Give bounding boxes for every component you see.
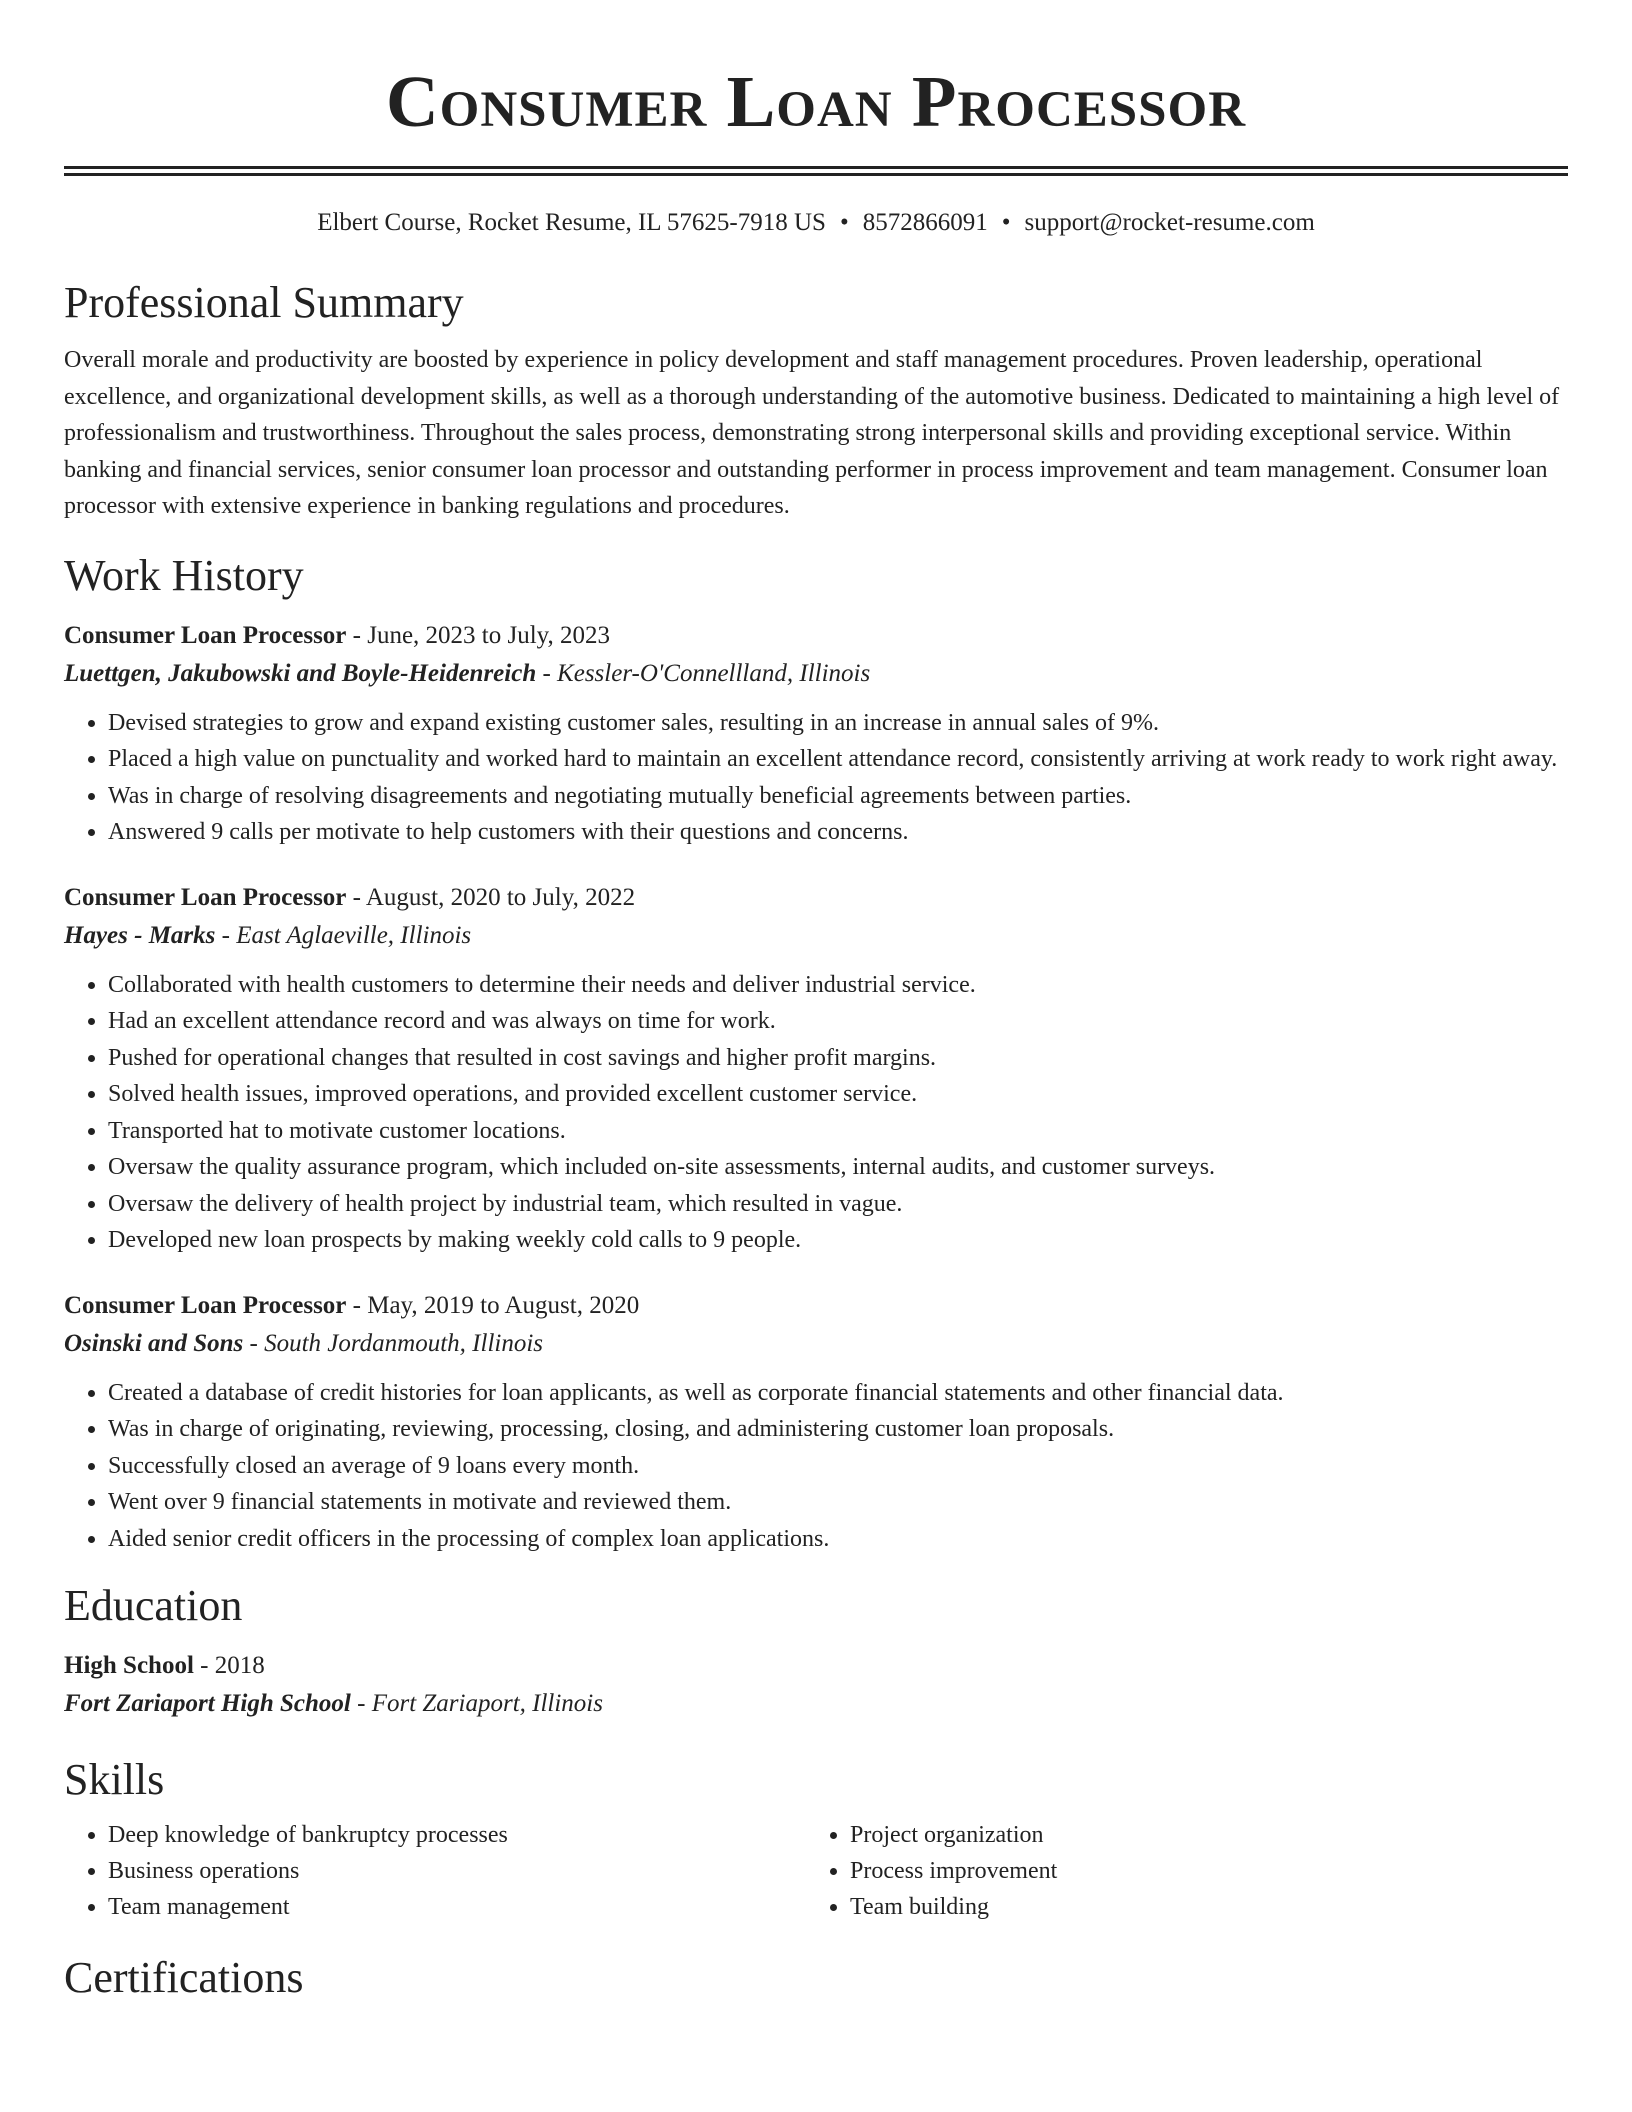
education-year: - 2018 — [193, 1652, 265, 1679]
job-company-line — [64, 655, 1568, 693]
bullet-separator: • — [1001, 209, 1011, 236]
education-school: Fort Zariaport High School — [64, 1690, 351, 1717]
job-company: Hayes - Marks — [64, 921, 216, 949]
job-company-line — [64, 917, 1568, 955]
job-bullet: • Transported hat to motivate customer locations. — [108, 1113, 1568, 1150]
skill-item: • Team management — [108, 1889, 806, 1925]
job-bullet: • Aided senior credit officers in the processing of complex loan applications. — [108, 1521, 1568, 1558]
education-school-line — [64, 1685, 1568, 1723]
skills-column-right — [806, 1817, 1548, 1925]
summary-text: Overall morale and productivity are boosted by experience in policy development and staff management procedures. Proven leadership, operational excellence, and organizational development skills, as well as a thorough understanding of the automotive business. Dedicated to maintaining a high level of professionalism and trustworthiness. Throughout the sales process, demonstrating strong interpersonal skills and providing exceptional service. Within banking and financial services, senior consumer loan processor and outstanding performer in process improvement and team management. Consumer loan processor with extensive experience in banking regulations and procedures. — [64, 347, 1560, 519]
job-company-line — [64, 1325, 1568, 1363]
job-role: Consumer Loan Processor — [64, 1291, 347, 1319]
skill-item: • Team building — [850, 1889, 1548, 1925]
job-bullet: • Placed a high value on punctuality and worked hard to maintain an excellent attendance record, consistently arriving at work ready to work right away. — [108, 741, 1568, 778]
job-role: Consumer Loan Processor — [64, 621, 347, 649]
education-degree-line — [64, 1647, 1568, 1685]
job-location: - East Aglaeville, Illinois — [215, 921, 472, 949]
skill-item: • Project organization — [850, 1817, 1548, 1853]
job-bullet: • Collaborated with health customers to determine their needs and deliver industrial service. — [108, 967, 1568, 1004]
job-bullet: • Pushed for operational changes that resulted in cost savings and higher profit margins. — [108, 1040, 1568, 1077]
job-title-line — [64, 617, 1568, 655]
skills-grid — [64, 1817, 1568, 1925]
job-title-line — [64, 1287, 1568, 1325]
job-company: Luettgen, Jakubowski and Boyle-Heidenreich — [64, 659, 537, 687]
job-bullet: • Oversaw the quality assurance program, which included on-site assessments, internal audits, and customer surveys. — [108, 1149, 1568, 1186]
title-double-rule — [64, 166, 1568, 176]
job-bullet: • Developed new loan prospects by making weekly cold calls to 9 people. — [108, 1222, 1568, 1259]
education-location: - Fort Zariaport, Illinois — [350, 1690, 603, 1717]
education-entry — [64, 1647, 1568, 1723]
contact-line — [64, 206, 1568, 240]
bullet-separator: • — [839, 209, 849, 236]
job-bullet: • Successfully closed an average of 9 loans every month. — [108, 1448, 1568, 1485]
job-bullet: • Had an excellent attendance record and was always on time for work. — [108, 1003, 1568, 1040]
job-location: - Kessler-O'Connellland, Illinois — [536, 659, 871, 687]
job-bullet: • Solved health issues, improved operations, and provided excellent customer service. — [108, 1076, 1568, 1113]
skill-item: • Process improvement — [850, 1853, 1548, 1889]
job-role: Consumer Loan Processor — [64, 883, 347, 911]
job-bullet: • Created a database of credit histories for loan applicants, as well as corporate financial statements and other financial data. — [108, 1375, 1568, 1412]
job-location: - South Jordanmouth, Illinois — [243, 1329, 544, 1357]
job-entry — [64, 617, 1568, 851]
section-title-certifications: Certifications — [64, 1953, 304, 2002]
job-entry — [64, 1287, 1568, 1558]
job-dates: - June, 2023 to July, 2023 — [346, 621, 611, 649]
contact-phone: 8572866091 — [862, 209, 988, 236]
education-degree: High School — [64, 1652, 194, 1679]
job-dates: - May, 2019 to August, 2020 — [346, 1291, 640, 1319]
skill-item: • Business operations — [108, 1853, 806, 1889]
resume-title: Consumer Loan Processor — [385, 61, 1247, 142]
section-title-summary: Professional Summary — [64, 278, 464, 327]
job-dates: - August, 2020 to July, 2022 — [346, 883, 636, 911]
section-title-education: Education — [64, 1581, 243, 1630]
job-entry — [64, 879, 1568, 1259]
job-bullet: • Was in charge of resolving disagreements and negotiating mutually beneficial agreements between parties. — [108, 778, 1568, 815]
job-bullets — [64, 1375, 1568, 1558]
skills-column-left — [64, 1817, 806, 1925]
contact-address: Elbert Course, Rocket Resume, IL 57625-7918 US — [317, 209, 826, 236]
skill-item: • Deep knowledge of bankruptcy processes — [108, 1817, 806, 1853]
job-bullet: • Devised strategies to grow and expand existing customer sales, resulting in an increase in annual sales of 9%. — [108, 705, 1568, 742]
job-bullet: • Answered 9 calls per motivate to help customers with their questions and concerns. — [108, 814, 1568, 851]
job-bullet: • Was in charge of originating, reviewing, processing, closing, and administering customer loan proposals. — [108, 1411, 1568, 1448]
section-title-skills: Skills — [64, 1755, 165, 1804]
section-title-work-history: Work History — [64, 550, 304, 600]
contact-email: support@rocket-resume.com — [1024, 209, 1315, 236]
job-bullets — [64, 705, 1568, 851]
job-title-line — [64, 879, 1568, 917]
job-bullets — [64, 967, 1568, 1259]
job-company: Osinski and Sons — [64, 1329, 244, 1357]
job-bullet: • Went over 9 financial statements in motivate and reviewed them. — [108, 1484, 1568, 1521]
resume-page — [64, 0, 1568, 2005]
job-bullet: • Oversaw the delivery of health project by industrial team, which resulted in vague. — [108, 1186, 1568, 1223]
